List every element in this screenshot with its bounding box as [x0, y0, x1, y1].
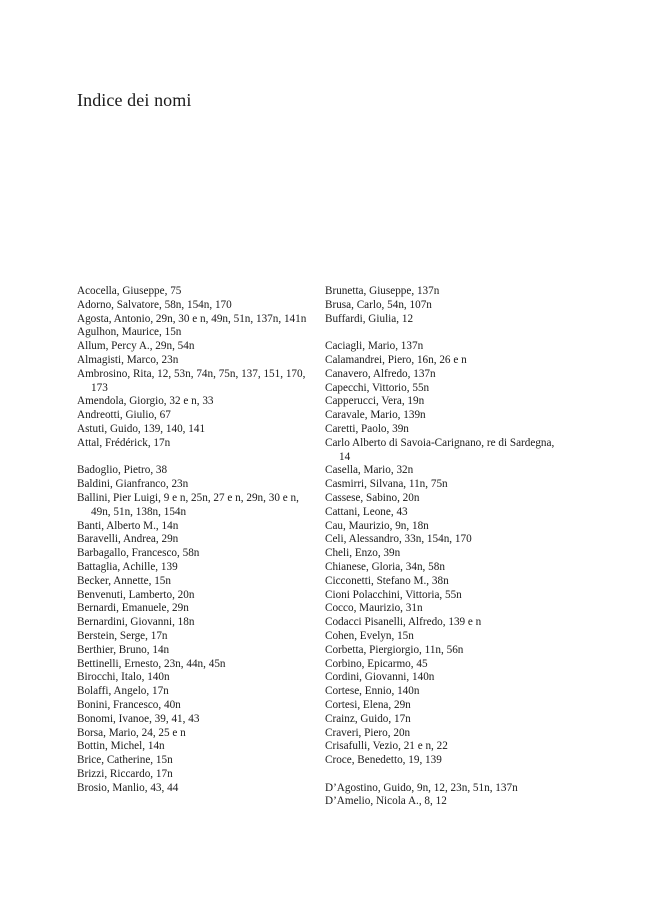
index-entry: Celi, Alessandro, 33n, 154n, 170	[325, 533, 472, 546]
index-entry: Bolaffi, Angelo, 17n	[77, 685, 169, 698]
index-entry: Crainz, Guido, 17n	[325, 712, 411, 725]
index-entry: Cortesi, Elena, 29n	[325, 698, 411, 711]
index-entry: Carlo Alberto di Savoia-Carignano, re di Sardegna, 14	[325, 436, 555, 463]
index-entry: Cau, Maurizio, 9n, 18n	[325, 519, 429, 532]
index-entry: Bernardi, Emanuele, 29n	[77, 602, 189, 615]
index-entry: Casella, Mario, 32n	[325, 464, 414, 477]
index-entry: Ballini, Pier Luigi, 9 e n, 25n, 27 e n, 29n, 30 e n, 49n, 51n, 138n, 154n	[77, 491, 299, 518]
index-entry: Codacci Pisanelli, Alfredo, 139 e n	[325, 616, 482, 629]
index-entry: Almagisti, Marco, 23n	[77, 353, 179, 366]
page-title: Indice dei nomi	[77, 90, 192, 110]
index-entry: Casmirri, Silvana, 11n, 75n	[325, 478, 448, 491]
index-entry: Brusa, Carlo, 54n, 107n	[325, 298, 432, 311]
index-entry: Brizzi, Riccardo, 17n	[77, 767, 173, 780]
index-entry: Badoglio, Pietro, 38	[77, 464, 168, 477]
index-entry: D’Amelio, Nicola A., 8, 12	[325, 795, 447, 808]
index-entry: Acocella, Giuseppe, 75	[77, 285, 182, 297]
index-entry: Attal, Frédérick, 17n	[77, 436, 171, 449]
index-entry: Calamandrei, Piero, 16n, 26 e n	[325, 353, 467, 366]
index-entry: Crisafulli, Vezio, 21 e n, 22	[325, 740, 448, 753]
index-entry: Canavero, Alfredo, 137n	[325, 367, 436, 380]
index-entry: Brice, Catherine, 15n	[77, 754, 173, 767]
index-entry: Barbagallo, Francesco, 58n	[77, 547, 200, 560]
index-entry: Berthier, Bruno, 14n	[77, 643, 170, 656]
index-entry: Cassese, Sabino, 20n	[325, 491, 420, 504]
index-entry: Borsa, Mario, 24, 25 e n	[77, 726, 186, 739]
index-entry: Allum, Percy A., 29n, 54n	[77, 340, 195, 353]
index-entry: Bottin, Michel, 14n	[77, 740, 165, 753]
index-entry: Cheli, Enzo, 39n	[325, 547, 401, 560]
index-entry: Baravelli, Andrea, 29n	[77, 533, 179, 546]
index-entry: Baldini, Gianfranco, 23n	[77, 478, 189, 491]
index-entry: Capperucci, Vera, 19n	[325, 395, 425, 408]
index-entry: Cocco, Maurizio, 31n	[325, 602, 423, 615]
letter-group-gap	[77, 451, 309, 465]
index-entry: Craveri, Piero, 20n	[325, 726, 411, 739]
index-entry: Bettinelli, Ernesto, 23n, 44n, 45n	[77, 657, 226, 670]
index-entry: Ambrosino, Rita, 12, 53n, 74n, 75n, 137, 151, 170, 173	[77, 367, 306, 394]
index-entry: Cioni Polacchini, Vittoria, 55n	[325, 588, 462, 601]
index-entry: Agosta, Antonio, 29n, 30 e n, 49n, 51n, 137n, 141n	[77, 312, 307, 325]
letter-group-gap	[325, 326, 557, 340]
index-entry: Croce, Benedetto, 19, 139	[325, 754, 442, 767]
index-entry: Battaglia, Achille, 139	[77, 560, 178, 573]
index-entry: Cortese, Ennio, 140n	[325, 685, 420, 698]
index-entry: Cattani, Leone, 43	[325, 505, 408, 518]
index-entry: Berstein, Serge, 17n	[77, 629, 168, 642]
index-entry: Chianese, Gloria, 34n, 58n	[325, 560, 445, 573]
index-entry: Andreotti, Giulio, 67	[77, 409, 171, 422]
index-entry: Cohen, Evelyn, 15n	[325, 629, 414, 642]
index-entry: Benvenuti, Lamberto, 20n	[77, 588, 195, 601]
index-entry: Buffardi, Giulia, 12	[325, 312, 414, 325]
index-entry: Amendola, Giorgio, 32 e n, 33	[77, 395, 214, 408]
index-entry: Agulhon, Maurice, 15n	[77, 326, 182, 339]
index-entry: Caretti, Paolo, 39n	[325, 422, 409, 435]
index-entry: Adorno, Salvatore, 58n, 154n, 170	[77, 298, 232, 311]
index-entry: Bonini, Francesco, 40n	[77, 698, 181, 711]
index-column-right	[325, 285, 557, 809]
index-entry: Caciagli, Mario, 137n	[325, 340, 424, 353]
index-entry: Banti, Alberto M., 14n	[77, 519, 179, 532]
index-entry: Corbino, Epicarmo, 45	[325, 657, 428, 670]
index-entry: Brosio, Manlio, 43, 44	[77, 781, 179, 794]
index-entry: Bernardini, Giovanni, 18n	[77, 616, 195, 629]
index-entry: Becker, Annette, 15n	[77, 574, 171, 587]
index-entry: Capecchi, Vittorio, 55n	[325, 381, 430, 394]
index-column-left	[77, 285, 309, 795]
index-entry: Birocchi, Italo, 140n	[77, 671, 170, 684]
index-entry: Brunetta, Giuseppe, 137n	[325, 285, 440, 297]
index-entry: D’Agostino, Guido, 9n, 12, 23n, 51n, 137n	[325, 781, 518, 794]
index-entry: Corbetta, Piergiorgio, 11n, 56n	[325, 643, 464, 656]
index-entry: Astuti, Guido, 139, 140, 141	[77, 422, 206, 435]
letter-group-gap	[325, 768, 557, 782]
index-entry: Caravale, Mario, 139n	[325, 409, 426, 422]
index-entry: Cordini, Giovanni, 140n	[325, 671, 435, 684]
index-entry: Cicconetti, Stefano M., 38n	[325, 574, 449, 587]
index-entry: Bonomi, Ivanoe, 39, 41, 43	[77, 712, 200, 725]
